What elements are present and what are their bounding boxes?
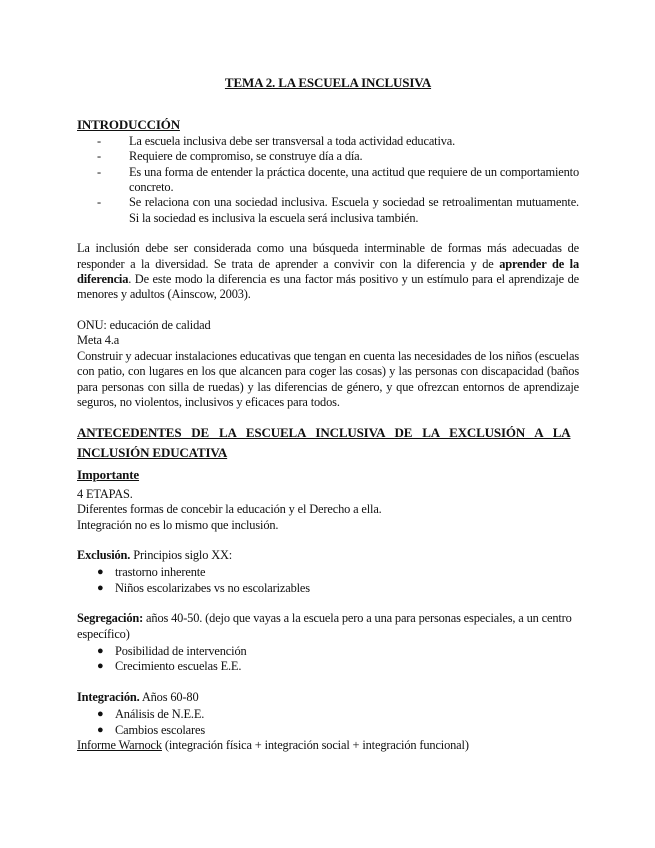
list-item: - Requiere de compromiso, se construye día a día.	[97, 149, 363, 164]
segregacion-list	[77, 644, 579, 675]
exclusion-line: Exclusión. Principios siglo XX:	[77, 547, 233, 562]
inclusion-paragraph: La inclusión debe ser considerada como una búsqueda interminable de formas más adecuadas de responder a la diversidad. Se trata de aprender a convivir con la diferencia y de aprender de la diferencia. De este modo la diferencia es una factor más positivo y un estímulo para el aprendizaje de menores y adultos (Ainscow, 2003).	[77, 241, 580, 302]
stages-line: 4 ETAPAS.	[77, 486, 133, 501]
list-item: - Es una forma de entender la práctica docente, una actitud que requiere de un comportamiento concreto.	[97, 164, 579, 195]
intro-heading: INTRODUCCIÓN	[77, 117, 180, 133]
informe-line: Informe Warnock (integración física + integración social + integración funcional)	[77, 738, 469, 752]
list-item: ● Niños escolarizabes vs no escolarizables	[97, 580, 310, 595]
document-title: TEMA 2. LA ESCUELA INCLUSIVA	[224, 75, 432, 90]
list-item: - La escuela inclusiva debe ser transversal a toda actividad educativa.	[97, 133, 456, 148]
segregacion-line: Segregación: años 40-50. (dejo que vayas a la escuela pero a una para personas especiales, a un centro específico)	[77, 611, 572, 641]
bullet-marker: ●	[97, 660, 104, 673]
concepts-line: Diferentes formas de concebir la educación y el Derecho a ella.	[77, 502, 382, 517]
antecedentes-heading: ANTECEDENTES DE LA ESCUELA INCLUSIVA DE LA EXCLUSIÓN A LA INCLUSIÓN EDUCATIVA	[77, 425, 571, 461]
list-item: ● Cambios escolares	[97, 722, 206, 737]
integration-note-line: Integración no es lo mismo que inclusión.	[77, 517, 279, 532]
bullet-marker: ●	[97, 723, 104, 736]
integracion-list	[77, 707, 579, 738]
list-item: ● Análisis de N.E.E.	[97, 707, 205, 722]
dash-marker: -	[97, 133, 101, 148]
exclusion-list	[77, 565, 579, 596]
emphasis-text: aprender de la diferencia	[77, 256, 580, 287]
list-item: ● trastorno inherente	[97, 565, 206, 580]
document-body	[77, 75, 579, 753]
meta-paragraph: Construir y adecuar instalaciones educativas que tengan en cuenta las necesidades de los niños (escuelas con patio, con lugares en los que alcancen para coger las cosas) y las personas con discapacidad (baños para personas con silla de ruedas) y las diferencias de género, y que ofrezcan entornos de aprendizaje seguros, no violentos, inclusivos y eficaces para todos.	[77, 348, 579, 409]
list-item: ● Crecimiento escuelas E.E.	[97, 659, 242, 674]
bullet-marker: ●	[97, 566, 104, 579]
bullet-marker: ●	[97, 581, 104, 594]
onu-line: ONU: educación de calidad	[77, 317, 211, 332]
dash-marker: -	[97, 164, 101, 179]
dash-marker: -	[97, 149, 101, 164]
bullet-marker: ●	[97, 644, 104, 657]
meta-line: Meta 4.a	[77, 333, 120, 348]
integracion-line: Integración. Años 60-80	[77, 689, 199, 704]
bullet-marker: ●	[97, 708, 104, 721]
intro-list	[77, 134, 579, 226]
informe-label: Informe Warnock	[77, 738, 162, 752]
list-item: - Se relaciona con una sociedad inclusiva. Escuela y sociedad se retroalimentan mutuamente. Si la sociedad es inclusiva la escuela será inclusiva también.	[97, 195, 579, 225]
list-item: ● Posibilidad de intervención	[97, 643, 247, 658]
important-heading: Importante	[77, 467, 140, 483]
dash-marker: -	[97, 195, 101, 210]
